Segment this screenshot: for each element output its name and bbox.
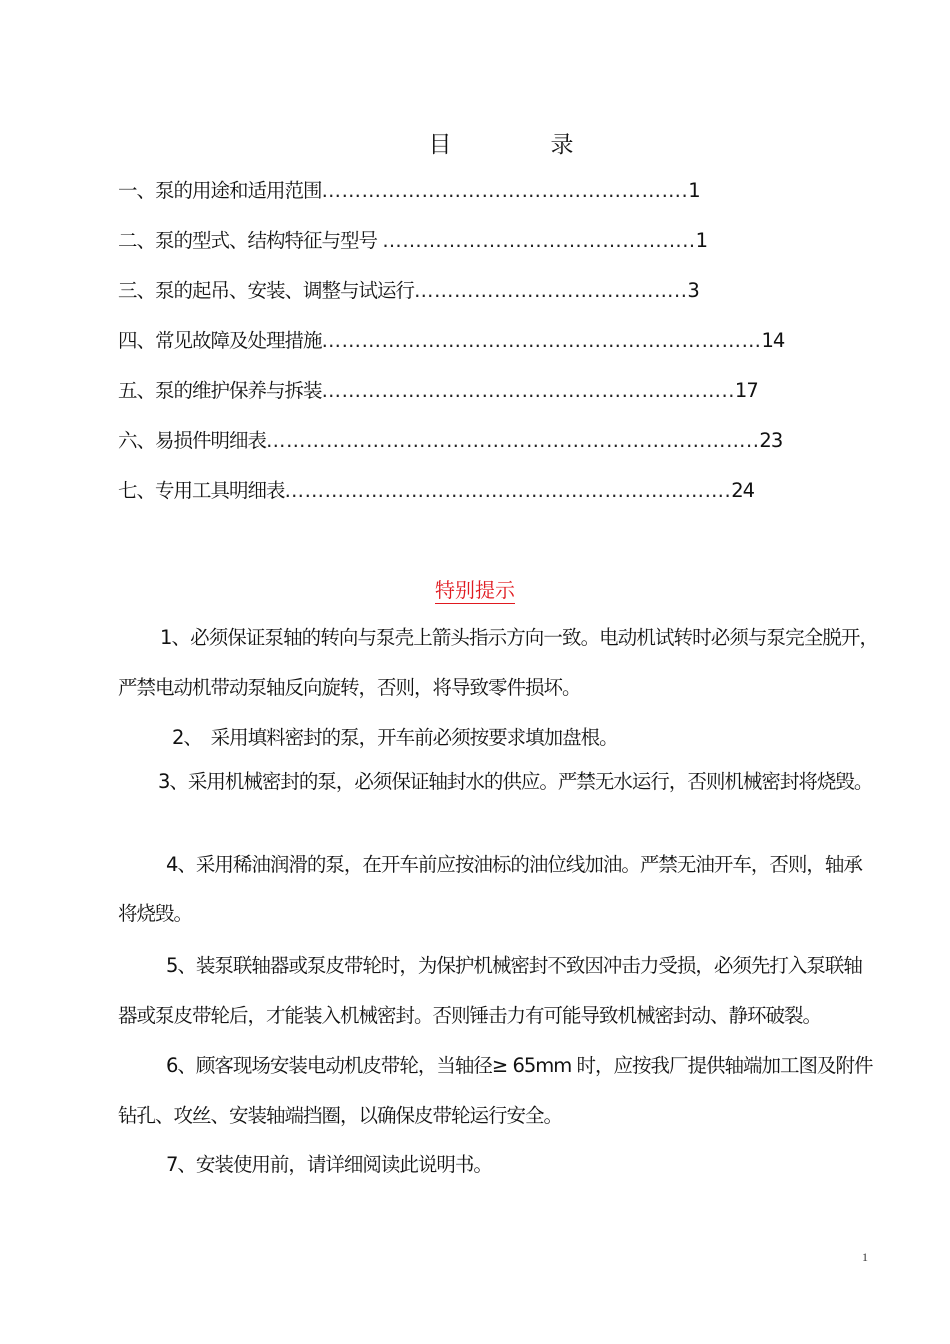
notice-item: 5、装泵联轴器或泵皮带轮时，为保护机械密封不致因冲击力受损，必须先打入泵联轴器或泵皮带轮后，才能装入机械密封。否则锤击力有可能导致机械密封动、静环破裂。 (118, 954, 862, 1027)
notice-item: 4、采用稀油润滑的泵，在开车前应按油标的油位线加油。严禁无油开车，否则，轴承将烧毁。 (118, 853, 862, 925)
toc-entry-leader: ……………………………………….. (382, 229, 696, 252)
toc-entry-label: 六、易损件明细表 (118, 429, 267, 452)
toc-entry[interactable] (118, 325, 878, 375)
toc-entry[interactable] (118, 475, 878, 525)
toc-list (118, 175, 878, 525)
toc-entry[interactable] (118, 275, 878, 325)
toc-entry-label: 七、专用工具明细表 (118, 479, 285, 502)
toc-entry-leader: ……………………………………………………………….. (266, 429, 760, 452)
toc-entry-label: 三、泵的起吊、安装、调整与试运行 (118, 279, 415, 302)
toc-entry-leader: …………………………………………………………. (284, 479, 732, 502)
page-number: 1 (862, 1250, 868, 1264)
notice-title-text: 特别提示 (435, 578, 515, 602)
toc-entry-page: 24 (731, 479, 755, 502)
toc-entry-page: 1 (695, 229, 708, 252)
toc-entry-leader: ………………………………….. (414, 279, 688, 302)
toc-entry-leader: …………………………………………………….. (321, 379, 735, 402)
toc-entry-page: 23 (759, 429, 783, 452)
toc-entry-label: 五、泵的维护保养与拆装 (118, 379, 322, 402)
toc-entry[interactable] (118, 225, 878, 275)
notice-item: 6、顾客现场安装电动机皮带轮，当轴径≥ 65mm 时，应按我厂提供轴端加工图及附件钻孔、攻丝、安装轴端挡圈，以确保皮带轮运行安全。 (118, 1054, 873, 1127)
toc-title: 目 录 (428, 132, 612, 158)
toc-entry-leader: ………………………………………………. (321, 179, 689, 202)
toc-entry[interactable] (118, 375, 878, 425)
toc-entry-label: 二、泵的型式、结构特征与型号 (118, 229, 383, 252)
toc-entry-label: 四、常见故障及处理措施 (118, 329, 322, 352)
toc-entry-page: 17 (734, 379, 758, 402)
toc-entry-leader: ………………………………………………………… (321, 329, 762, 352)
toc-entry-label: 一、泵的用途和适用范围 (118, 179, 322, 202)
notice-item: 3、采用机械密封的泵，必须保证轴封水的供应。严禁无水运行，否则机械密封将烧毁。 (158, 770, 873, 793)
toc-entry-page: 3 (687, 279, 699, 302)
notice-item: 7、安装使用前，请详细阅读此说明书。 (166, 1153, 492, 1176)
toc-entry-page: 1 (688, 179, 700, 202)
toc-entry[interactable] (118, 175, 878, 225)
notice-item: 2、 采用填料密封的泵，开车前必须按要求填加盘根。 (172, 726, 618, 749)
toc-entry[interactable] (118, 425, 878, 475)
notice-item: 1、必须保证泵轴的转向与泵壳上箭头指示方向一致。电动机试转时必须与泵完全脱开，严禁电动机带动泵轴反向旋转，否则，将导致零件损坏。 (118, 626, 878, 699)
notice-title (0, 574, 950, 603)
toc-entry-page: 14 (761, 329, 785, 352)
